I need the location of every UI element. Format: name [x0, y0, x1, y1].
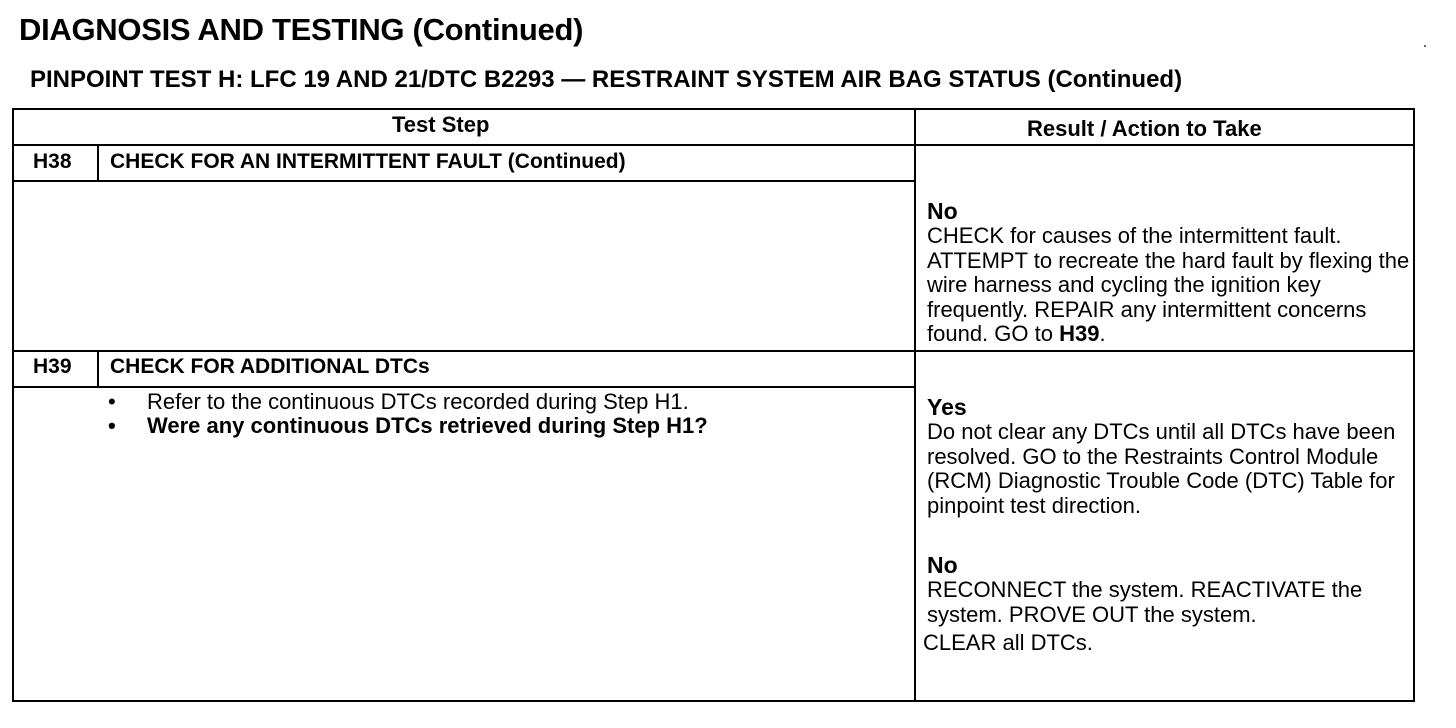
question-text: Were any continuous DTCs retrieved during Step H1? [147, 413, 708, 438]
speck-mark [1424, 45, 1426, 47]
list-item [105, 414, 708, 438]
step-title-h38: CHECK FOR AN INTERMITTENT FAULT (Continued) [110, 150, 626, 173]
id-divider-h39 [97, 351, 99, 387]
instruction-text: Refer to the continuous DTCs recorded during Step H1. [147, 389, 689, 414]
h39-title-rule [13, 386, 915, 388]
step-id-h38: H38 [33, 150, 72, 173]
header-result-action: Result / Action to Take [1027, 116, 1262, 141]
step-title-h39: CHECK FOR ADDITIONAL DTCs [110, 355, 430, 378]
pinpoint-test-title: PINPOINT TEST H: LFC 19 AND 21/DTC B2293 — RESTRAINT SYSTEM AIR BAG STATUS (Continued) [30, 66, 1183, 93]
result-h39-yes [927, 394, 1417, 518]
result-text-h39-no: RECONNECT the system. REACTIVATE the system. PROVE OUT the system. [927, 577, 1363, 627]
row-separator [13, 350, 1414, 352]
page-title: DIAGNOSIS AND TESTING (Continued) [19, 12, 584, 47]
bullet-icon: • [108, 413, 116, 438]
step-id-h39: H39 [33, 355, 72, 378]
header-test-step: Test Step [392, 112, 490, 137]
list-item [105, 390, 708, 414]
bullet-icon: • [108, 389, 116, 414]
result-text-end: . [1099, 321, 1106, 346]
result-text: CHECK for causes of the intermittent fault. ATTEMPT to recreate the hard fault by flexing the wire harness and cycling the ignition key frequently. REPAIR any intermittent concerns found. GO to [927, 223, 1410, 346]
result-text-h39-no-clear: CLEAR all DTCs. [923, 630, 1093, 655]
h38-title-rule [13, 180, 915, 182]
step-instructions [105, 390, 708, 438]
column-divider [914, 109, 916, 700]
result-h39-no [923, 552, 1417, 656]
result-label-no: No [927, 198, 958, 224]
header-rule [13, 144, 1414, 146]
result-text-h39-yes: Do not clear any DTCs until all DTCs have been resolved. GO to the Restraints Control Module (RCM) Diagnostic Trouble Code (DTC) Table for pinpoint test direction. [927, 419, 1396, 518]
result-text-h38-no [927, 224, 1417, 347]
result-h38 [927, 198, 1417, 347]
id-divider-h38 [97, 145, 99, 181]
result-label-no: No [927, 552, 958, 578]
goto-step-ref: H39 [1059, 321, 1100, 346]
result-label-yes: Yes [927, 394, 967, 420]
